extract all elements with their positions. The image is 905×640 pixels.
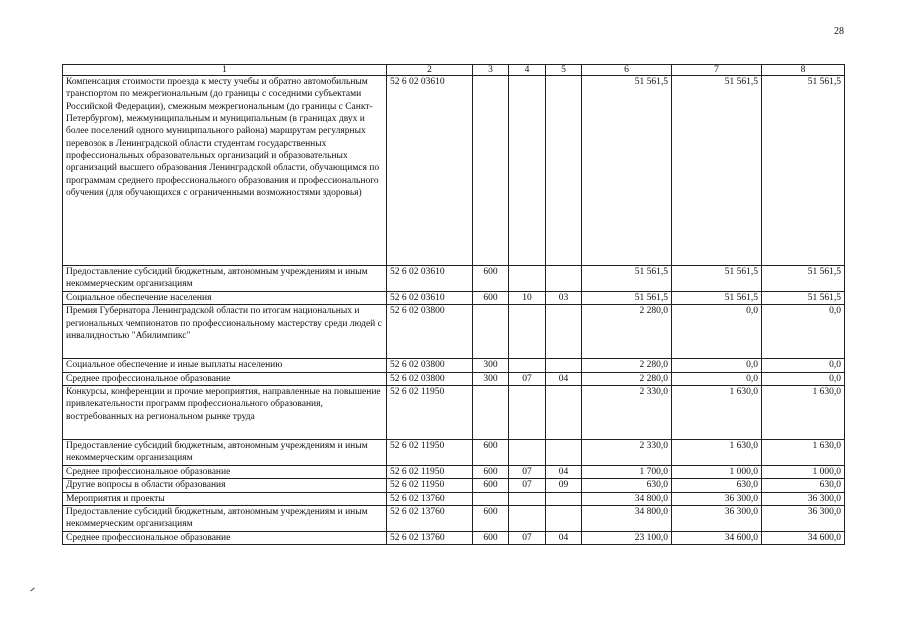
- row-vr-cell: 600: [473, 440, 509, 466]
- row-pr-cell: [546, 492, 582, 505]
- row-value-col8: 1 630,0: [762, 440, 845, 466]
- row-value-col6: 630,0: [582, 479, 672, 492]
- row-code-cell: 52 6 02 11950: [387, 386, 473, 440]
- row-value-col8: 1 000,0: [762, 466, 845, 479]
- row-rz-cell: [509, 386, 546, 440]
- row-value-col6: 2 280,0: [582, 305, 672, 359]
- row-name-cell: Компенсация стоимости проезда к месту учебы и обратно автомобильным транспортом по межрегиональным (до границы с соседними субъектами Российской Федерации), смежным межрегиональным (до границы с Санкт-Петербургом), межмуниципальным и муниципальным (в границах двух и более поселений одного муниципального района) маршрутам регулярных перевозок в Ленинградской области студентам государственных профессиональных образовательных организаций и образовательных организаций высшего образования Ленинградской области, обучающимся по программам среднего профессионального образования и профессионального обучения (для обучающихся с ограниченными возможностями здоровья): [63, 76, 387, 266]
- row-vr-cell: [473, 492, 509, 505]
- header-row: [63, 65, 845, 76]
- row-value-col8: 0,0: [762, 305, 845, 359]
- header-cell-2: 2: [387, 65, 473, 76]
- page-number: 28: [834, 26, 844, 37]
- row-vr-cell: 300: [473, 372, 509, 385]
- row-code-cell: 52 6 02 11950: [387, 479, 473, 492]
- row-vr-cell: 600: [473, 532, 509, 545]
- row-pr-cell: 04: [546, 532, 582, 545]
- row-value-col8: 36 300,0: [762, 492, 845, 505]
- row-code-cell: 52 6 02 03800: [387, 372, 473, 385]
- row-value-col6: 51 561,5: [582, 292, 672, 305]
- header-cell-7: 7: [672, 65, 762, 76]
- row-value-col7: 630,0: [672, 479, 762, 492]
- row-name-cell: Предоставление субсидий бюджетным, автономным учреждениям и иным некоммерческим организациям: [63, 266, 387, 292]
- row-pr-cell: 04: [546, 466, 582, 479]
- row-code-cell: 52 6 02 11950: [387, 466, 473, 479]
- header-cell-4: 4: [509, 65, 546, 76]
- row-value-col7: 36 300,0: [672, 506, 762, 532]
- row-pr-cell: [546, 440, 582, 466]
- scan-speck: [30, 588, 34, 592]
- row-value-col6: 51 561,5: [582, 76, 672, 266]
- row-name-cell: Мероприятия и проекты: [63, 492, 387, 505]
- row-code-cell: 52 6 02 03610: [387, 76, 473, 266]
- row-value-col6: 2 280,0: [582, 372, 672, 385]
- row-name-cell: Конкурсы, конференции и прочие мероприятия, направленные на повышение привлекательности программ профессионального образования, востребованных на региональном рынке труда: [63, 386, 387, 440]
- row-name-cell: Другие вопросы в области образования: [63, 479, 387, 492]
- row-value-col8: 51 561,5: [762, 266, 845, 292]
- row-rz-cell: [509, 305, 546, 359]
- row-value-col8: 34 600,0: [762, 532, 845, 545]
- row-code-cell: 52 6 02 13760: [387, 532, 473, 545]
- row-name-cell: Социальное обеспечение населения: [63, 292, 387, 305]
- row-rz-cell: [509, 359, 546, 372]
- row-vr-cell: [473, 305, 509, 359]
- row-code-cell: 52 6 02 03610: [387, 266, 473, 292]
- row-value-col6: 2 330,0: [582, 440, 672, 466]
- row-pr-cell: [546, 76, 582, 266]
- row-value-col8: 51 561,5: [762, 76, 845, 266]
- row-value-col7: 34 600,0: [672, 532, 762, 545]
- row-vr-cell: 600: [473, 506, 509, 532]
- row-value-col7: 0,0: [672, 372, 762, 385]
- row-pr-cell: [546, 386, 582, 440]
- row-value-col7: 1 630,0: [672, 440, 762, 466]
- row-rz-cell: 07: [509, 466, 546, 479]
- row-vr-cell: 600: [473, 266, 509, 292]
- table-row: [63, 506, 845, 532]
- row-vr-cell: [473, 76, 509, 266]
- table-row: [63, 266, 845, 292]
- header-cell-8: 8: [762, 65, 845, 76]
- table-row: [63, 76, 845, 266]
- row-name-cell: Социальное обеспечение и иные выплаты населению: [63, 359, 387, 372]
- row-name-cell: Среднее профессиональное образование: [63, 532, 387, 545]
- budget-table: [62, 64, 845, 545]
- row-value-col7: 1 000,0: [672, 466, 762, 479]
- row-rz-cell: 07: [509, 479, 546, 492]
- row-value-col6: 2 280,0: [582, 359, 672, 372]
- row-pr-cell: 09: [546, 479, 582, 492]
- row-name-cell: Среднее профессиональное образование: [63, 466, 387, 479]
- row-code-cell: 52 6 02 03800: [387, 305, 473, 359]
- row-name-cell: Предоставление субсидий бюджетным, автономным учреждениям и иным некоммерческим организациям: [63, 506, 387, 532]
- row-pr-cell: [546, 305, 582, 359]
- row-vr-cell: 600: [473, 292, 509, 305]
- row-value-col7: 51 561,5: [672, 76, 762, 266]
- row-value-col7: 36 300,0: [672, 492, 762, 505]
- row-code-cell: 52 6 02 11950: [387, 440, 473, 466]
- row-value-col8: 51 561,5: [762, 292, 845, 305]
- row-rz-cell: 07: [509, 532, 546, 545]
- table-row: [63, 386, 845, 440]
- row-pr-cell: 04: [546, 372, 582, 385]
- table-row: [63, 466, 845, 479]
- row-value-col7: 51 561,5: [672, 266, 762, 292]
- row-code-cell: 52 6 02 03610: [387, 292, 473, 305]
- table-row: [63, 359, 845, 372]
- row-vr-cell: [473, 386, 509, 440]
- header-cell-3: 3: [473, 65, 509, 76]
- header-cell-5: 5: [546, 65, 582, 76]
- table-row: [63, 372, 845, 385]
- row-code-cell: 52 6 02 13760: [387, 506, 473, 532]
- table-row: [63, 292, 845, 305]
- row-value-col8: 0,0: [762, 359, 845, 372]
- row-value-col7: 0,0: [672, 305, 762, 359]
- row-rz-cell: [509, 76, 546, 266]
- table-row: [63, 532, 845, 545]
- table-row: [63, 305, 845, 359]
- row-rz-cell: 10: [509, 292, 546, 305]
- row-name-cell: Среднее профессиональное образование: [63, 372, 387, 385]
- table-row: [63, 479, 845, 492]
- row-rz-cell: [509, 266, 546, 292]
- row-rz-cell: [509, 492, 546, 505]
- row-pr-cell: [546, 359, 582, 372]
- row-value-col7: 51 561,5: [672, 292, 762, 305]
- row-value-col6: 34 800,0: [582, 492, 672, 505]
- row-value-col6: 2 330,0: [582, 386, 672, 440]
- row-code-cell: 52 6 02 13760: [387, 492, 473, 505]
- row-pr-cell: [546, 506, 582, 532]
- row-value-col6: 34 800,0: [582, 506, 672, 532]
- row-value-col8: 36 300,0: [762, 506, 845, 532]
- row-value-col7: 1 630,0: [672, 386, 762, 440]
- row-vr-cell: 600: [473, 466, 509, 479]
- row-value-col6: 23 100,0: [582, 532, 672, 545]
- row-rz-cell: [509, 506, 546, 532]
- table-row: [63, 492, 845, 505]
- row-value-col7: 0,0: [672, 359, 762, 372]
- row-name-cell: Премия Губернатора Ленинградской области по итогам национальных и региональных чемпионатов по профессиональному мастерству среди людей с инвалидностью "Абилимпикс": [63, 305, 387, 359]
- row-vr-cell: 600: [473, 479, 509, 492]
- header-cell-1: 1: [63, 65, 387, 76]
- row-value-col6: 51 561,5: [582, 266, 672, 292]
- row-code-cell: 52 6 02 03800: [387, 359, 473, 372]
- row-rz-cell: 07: [509, 372, 546, 385]
- row-name-cell: Предоставление субсидий бюджетным, автономным учреждениям и иным некоммерческим организациям: [63, 440, 387, 466]
- row-value-col8: 630,0: [762, 479, 845, 492]
- table-row: [63, 440, 845, 466]
- row-value-col8: 0,0: [762, 372, 845, 385]
- row-value-col6: 1 700,0: [582, 466, 672, 479]
- row-pr-cell: [546, 266, 582, 292]
- row-pr-cell: 03: [546, 292, 582, 305]
- row-rz-cell: [509, 440, 546, 466]
- row-vr-cell: 300: [473, 359, 509, 372]
- row-value-col8: 1 630,0: [762, 386, 845, 440]
- header-cell-6: 6: [582, 65, 672, 76]
